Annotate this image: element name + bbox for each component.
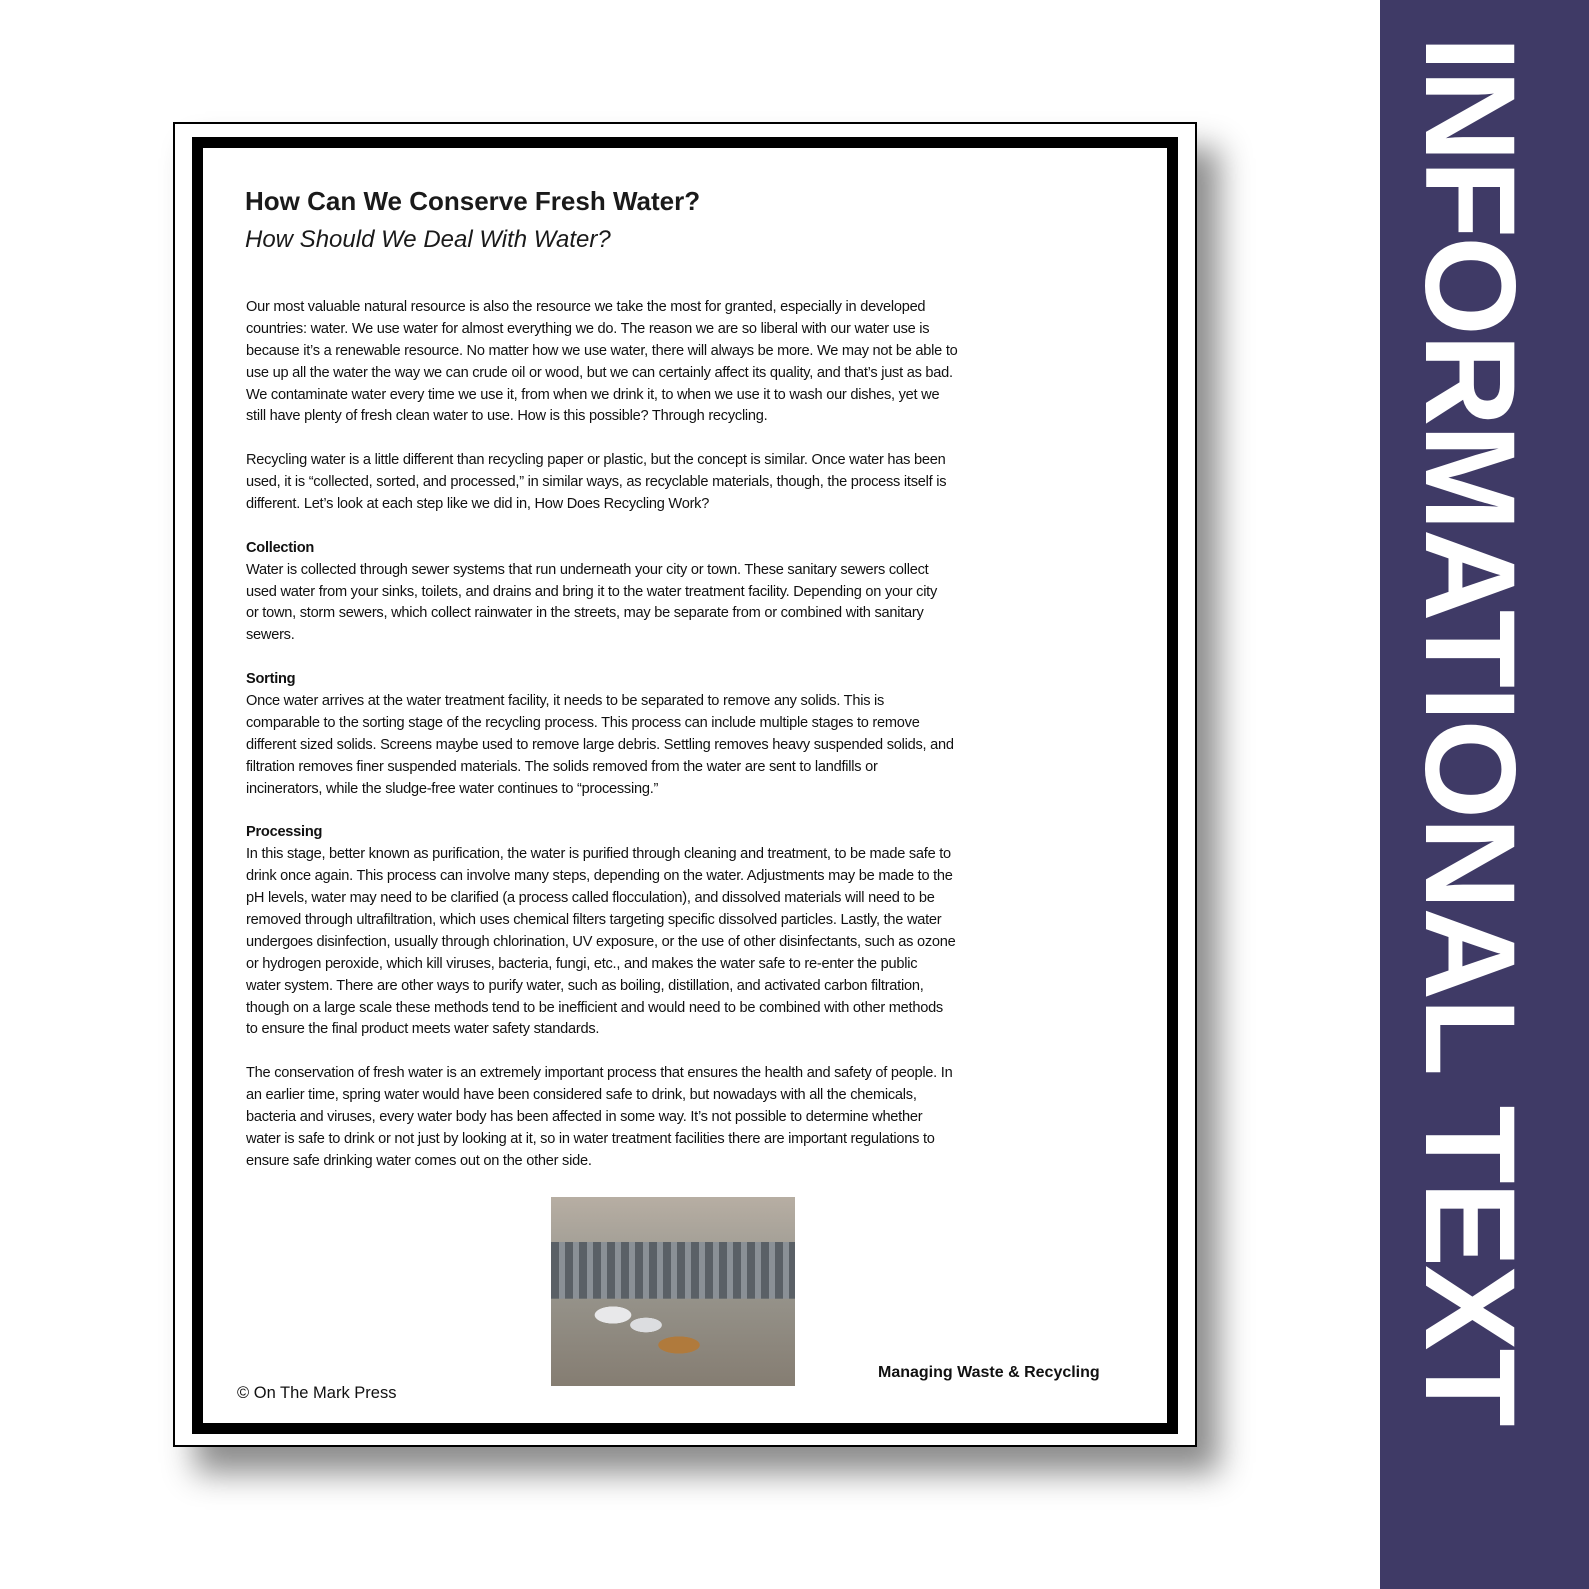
text-line: used water from your sinks, toilets, and drains and bring it to the water treatment facility. Depending on your city xyxy=(246,583,938,600)
water-treatment-photo xyxy=(551,1197,795,1386)
text-line: to ensure the final product meets water safety standards. xyxy=(246,1021,600,1038)
text-line: ensure safe drinking water comes out on the other side. xyxy=(246,1152,592,1169)
section-heading: Sorting xyxy=(246,671,296,688)
footer-copyright: © On The Mark Press xyxy=(237,1384,397,1402)
text-line: though on a large scale these methods tend to be inefficient and would need to be combined with other methods xyxy=(246,999,943,1016)
text-line: still have plenty of fresh clean water to use. How is this possible? Through recycling. xyxy=(246,408,768,425)
text-line: comparable to the sorting stage of the recycling process. This process can include multiple stages to remove xyxy=(246,714,920,731)
text-line: Recycling water is a little different than recycling paper or plastic, but the concept is similar. Once water has been xyxy=(246,452,946,469)
article-body xyxy=(246,297,1126,1173)
text-line: In this stage, better known as purification, the water is purified through cleaning and treatment, to be made safe to xyxy=(246,846,951,863)
page-title: How Can We Conserve Fresh Water? xyxy=(245,186,701,216)
section-heading: Processing xyxy=(246,824,323,841)
text-line: Our most valuable natural resource is also the resource we take the most for granted, especially in developed xyxy=(246,299,926,315)
text-line: pH levels, water may need to be clarified (a process called flocculation), and dissolved materials will need to be xyxy=(246,890,935,907)
text-line: use up all the water the way we can crude oil or wood, but we can certainly affect its quality, and that’s just as bad. xyxy=(246,364,953,381)
text-line: different sized solids. Screens maybe used to remove large debris. Settling removes heavy suspended solids, and xyxy=(246,736,954,753)
text-line: Once water arrives at the water treatment facility, it needs to be separated to remove any solids. This is xyxy=(246,693,885,710)
paragraph-gap xyxy=(246,516,1126,538)
footer-series-title: Managing Waste & Recycling xyxy=(878,1364,1100,1381)
text-line: incinerators, while the sludge-free water continues to “processing.” xyxy=(246,780,659,797)
text-line: filtration removes finer suspended materials. The solids removed from the water are sent to landfills or xyxy=(246,758,878,775)
text-line: or hydrogen peroxide, which kill viruses, bacteria, fungi, etc., and makes the water safe to re-enter the public xyxy=(246,955,918,972)
text-line: drink once again. This process can involve many steps, depending on the water. Adjustments may be made to the xyxy=(246,868,953,885)
section-heading: Collection xyxy=(246,539,315,556)
text-line: Water is collected through sewer systems that run underneath your city or town. These sanitary sewers collect xyxy=(246,561,929,578)
page-subtitle: How Should We Deal With Water? xyxy=(245,226,611,253)
text-line: We contaminate water every time we use it, from when we drink it, to when we use it to wash our dishes, yet we xyxy=(246,386,940,403)
text-line: water system. There are other ways to purify water, such as boiling, distillation, and activated carbon filtration, xyxy=(246,977,924,994)
text-line: or town, storm sewers, which collect rainwater in the streets, may be separate from or combined with sanitary xyxy=(246,605,924,622)
text-line: different. Let’s look at each step like we did in, How Does Recycling Work? xyxy=(246,496,710,513)
text-line: undergoes disinfection, usually through chlorination, UV exposure, or the use of other disinfectants, such as ozone xyxy=(246,933,956,950)
paragraph-gap xyxy=(246,647,1126,669)
text-line: sewers. xyxy=(246,627,295,644)
paragraph-gap xyxy=(246,428,1126,450)
text-line: bacteria and viruses, every water body has been affected in some way. It’s not possible to determine whether xyxy=(246,1108,923,1125)
paragraph-gap xyxy=(246,1041,1126,1063)
paragraph-gap xyxy=(246,800,1126,822)
text-line: because it’s a renewable resource. No matter how we use water, there will always be more. We may not be able to xyxy=(246,342,958,359)
text-line: used, it is “collected, sorted, and processed,” in similar ways, as recyclable materials, though, the process itself is xyxy=(246,474,947,491)
text-line: The conservation of fresh water is an extremely important process that ensures the health and safety of people. In xyxy=(246,1065,953,1082)
text-line: countries: water. We use water for almost everything we do. The reason we are so liberal with our water use is xyxy=(246,320,930,337)
text-line: removed through ultrafiltration, which uses chemical filters targeting specific dissolved particles. Lastly, the water xyxy=(246,911,942,928)
text-line: an earlier time, spring water would have been considered safe to drink, but nowadays with all the chemicals, xyxy=(246,1087,917,1104)
text-line: water is safe to drink or not just by looking at it, so in water treatment facilities there are important regulations to xyxy=(246,1130,935,1147)
side-banner-text: INFORMATIONAL TEXT xyxy=(1398,36,1541,1425)
